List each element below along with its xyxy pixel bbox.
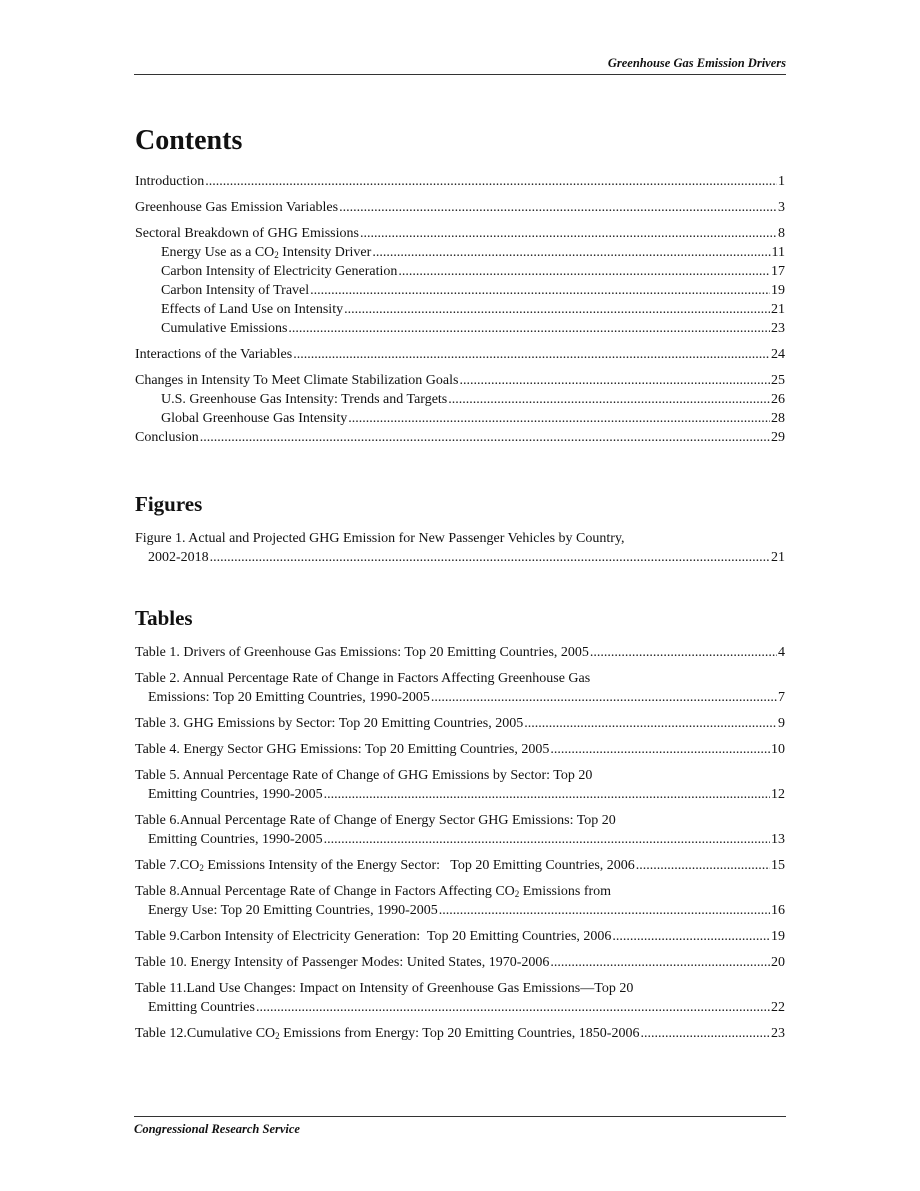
dot-leader — [431, 688, 777, 707]
figures-list — [135, 529, 785, 567]
dot-leader — [459, 371, 770, 390]
table-entry-label-cont: Emissions: Top 20 Emitting Countries, 1990-2005 — [148, 690, 430, 705]
dot-leader — [205, 172, 777, 191]
toc-subentry[interactable] — [135, 281, 785, 300]
dot-leader — [448, 390, 770, 409]
table-entry-page: 4 — [778, 645, 785, 660]
table-entry[interactable] — [135, 766, 785, 804]
toc-entry-label: Energy Use as a $CO_2$ Intensity Driver — [161, 245, 372, 260]
toc-entry-page: 8 — [778, 226, 785, 241]
dot-leader — [550, 953, 770, 972]
table-entry-label-cont: Emitting Countries, 1990-2005 — [148, 787, 323, 802]
tables-heading: Tables — [135, 606, 193, 630]
contents-heading: Contents — [135, 125, 243, 156]
dot-leader — [439, 901, 770, 920]
toc-entry-label: Cumulative Emissions — [161, 321, 288, 336]
dot-leader — [398, 262, 770, 281]
toc-entry-label: Interactions of the Variables — [135, 347, 293, 362]
table-entry-page: 16 — [771, 903, 785, 918]
table-entry-label: Table 5. Annual Percentage Rate of Change of GHG Emissions by Sector: Top 20 — [135, 768, 593, 783]
toc-entry-page: 26 — [771, 392, 785, 407]
dot-leader — [324, 785, 770, 804]
dot-leader — [612, 927, 770, 946]
toc-entry-page: 19 — [771, 283, 785, 298]
toc-subentry[interactable] — [135, 409, 785, 428]
toc-entry[interactable] — [135, 345, 785, 364]
toc-entry-page: 11 — [771, 245, 785, 260]
table-entry[interactable] — [135, 643, 785, 662]
table-entry[interactable] — [135, 882, 785, 920]
table-entry[interactable] — [135, 669, 785, 707]
toc-entry-page: 17 — [771, 264, 785, 279]
dot-leader — [372, 243, 770, 262]
toc-subentry[interactable] — [135, 319, 785, 338]
table-entry-page: 20 — [771, 955, 785, 970]
table-entry-label-cont: Emitting Countries, 1990-2005 — [148, 832, 323, 847]
toc-subentry[interactable] — [135, 300, 785, 319]
table-entry-page: 15 — [771, 858, 785, 873]
toc-entry-page: 25 — [771, 373, 785, 388]
contents-list — [135, 172, 785, 447]
dot-leader — [310, 281, 770, 300]
dot-leader — [360, 224, 777, 243]
figure-entry-label-cont: 2002-2018 — [148, 550, 209, 565]
table-of-contents — [135, 124, 785, 1043]
table-entry[interactable] — [135, 979, 785, 1017]
table-entry-label: Table 9.Carbon Intensity of Electricity Generation: Top 20 Emitting Countries, 2006 — [135, 929, 612, 944]
table-entry[interactable] — [135, 811, 785, 849]
table-entry-label: Table 1. Drivers of Greenhouse Gas Emissions: Top 20 Emitting Countries, 2005 — [135, 645, 589, 660]
toc-entry[interactable] — [135, 172, 785, 191]
table-entry-label: Table 11.Land Use Changes: Impact on Intensity of Greenhouse Gas Emissions—Top 20 — [135, 981, 634, 996]
dot-leader — [200, 428, 770, 447]
table-entry[interactable] — [135, 953, 785, 972]
toc-entry-page: 21 — [771, 302, 785, 317]
table-entry[interactable] — [135, 1024, 785, 1043]
dot-leader — [590, 643, 777, 662]
table-entry-page: 10 — [771, 742, 785, 757]
toc-subentry[interactable] — [135, 243, 785, 262]
toc-entry-label: Sectoral Breakdown of GHG Emissions — [135, 226, 359, 241]
table-entry[interactable] — [135, 714, 785, 733]
table-entry-page: 23 — [771, 1026, 785, 1041]
dot-leader — [348, 409, 770, 428]
table-entry-page: 13 — [771, 832, 785, 847]
dot-leader — [640, 1024, 770, 1043]
dot-leader — [324, 830, 770, 849]
toc-entry-label: Greenhouse Gas Emission Variables — [135, 200, 339, 215]
dot-leader — [524, 714, 777, 733]
toc-entry-page: 23 — [771, 321, 785, 336]
toc-entry[interactable] — [135, 428, 785, 447]
table-entry-page: 12 — [771, 787, 785, 802]
toc-entry-label: Global Greenhouse Gas Intensity — [161, 411, 348, 426]
toc-entry[interactable] — [135, 198, 785, 217]
dot-leader — [210, 548, 770, 567]
table-entry-label: Table $7.CO_2$ Emissions Intensity of the Energy Sector: Top 20 Emitting Countries, 2006 — [135, 858, 635, 873]
toc-entry-label: Introduction — [135, 174, 205, 189]
running-footer: Congressional Research Service — [134, 1116, 786, 1137]
toc-entry-page: 29 — [771, 430, 785, 445]
table-entry-label: Table 2. Annual Percentage Rate of Change in Factors Affecting Greenhouse Gas — [135, 671, 591, 686]
toc-entry[interactable] — [135, 224, 785, 243]
toc-entry-label: Carbon Intensity of Electricity Generation — [161, 264, 398, 279]
table-entry[interactable] — [135, 927, 785, 946]
figures-heading: Figures — [135, 492, 203, 516]
dot-leader — [293, 345, 770, 364]
toc-entry-page: 1 — [778, 174, 785, 189]
toc-entry-label: Effects of Land Use on Intensity — [161, 302, 344, 317]
toc-subentry[interactable] — [135, 390, 785, 409]
table-entry-label: Table 3. GHG Emissions by Sector: Top 20 Emitting Countries, 2005 — [135, 716, 524, 731]
toc-entry-page: 3 — [778, 200, 785, 215]
dot-leader — [636, 856, 770, 875]
table-entry[interactable] — [135, 856, 785, 875]
toc-entry-label: Conclusion — [135, 430, 199, 445]
dot-leader — [344, 300, 770, 319]
figure-entry[interactable] — [135, 529, 785, 567]
table-entry-label: Table 10. Energy Intensity of Passenger Modes: United States, 1970-2006 — [135, 955, 550, 970]
toc-entry-page: 24 — [771, 347, 785, 362]
running-header: Greenhouse Gas Emission Drivers — [134, 56, 786, 75]
toc-entry-label: U.S. Greenhouse Gas Intensity: Trends and Targets — [161, 392, 448, 407]
table-entry-label: Table 6.Annual Percentage Rate of Change of Energy Sector GHG Emissions: Top 20 — [135, 813, 616, 828]
toc-entry-label: Changes in Intensity To Meet Climate Stabilization Goals — [135, 373, 459, 388]
toc-entry[interactable] — [135, 371, 785, 390]
toc-subentry[interactable] — [135, 262, 785, 281]
table-entry-label: Table 4. Energy Sector GHG Emissions: Top 20 Emitting Countries, 2005 — [135, 742, 550, 757]
table-entry-label-cont: Energy Use: Top 20 Emitting Countries, 1990-2005 — [148, 903, 438, 918]
table-entry-page: 7 — [778, 690, 785, 705]
table-entry-page: 9 — [778, 716, 785, 731]
table-entry-label: Table 12.Cumulative $CO_2$ Emissions from Energy: Top 20 Emitting Countries, 1850-2006 — [135, 1026, 640, 1041]
table-entry-page: 19 — [771, 929, 785, 944]
figure-entry-label: Figure 1. Actual and Projected GHG Emission for New Passenger Vehicles by Country, — [135, 531, 625, 546]
dot-leader — [339, 198, 777, 217]
dot-leader — [288, 319, 770, 338]
table-entry[interactable] — [135, 740, 785, 759]
dot-leader — [550, 740, 770, 759]
toc-entry-page: 28 — [771, 411, 785, 426]
table-entry-label-cont: Emitting Countries — [148, 1000, 255, 1015]
table-entry-page: 22 — [771, 1000, 785, 1015]
tables-list — [135, 643, 785, 1043]
toc-entry-label: Carbon Intensity of Travel — [161, 283, 310, 298]
figure-entry-page: 21 — [771, 550, 785, 565]
table-entry-label: Table 8.Annual Percentage Rate of Change in Factors Affecting $CO_2$ Emissions from — [135, 884, 612, 899]
dot-leader — [256, 998, 770, 1017]
